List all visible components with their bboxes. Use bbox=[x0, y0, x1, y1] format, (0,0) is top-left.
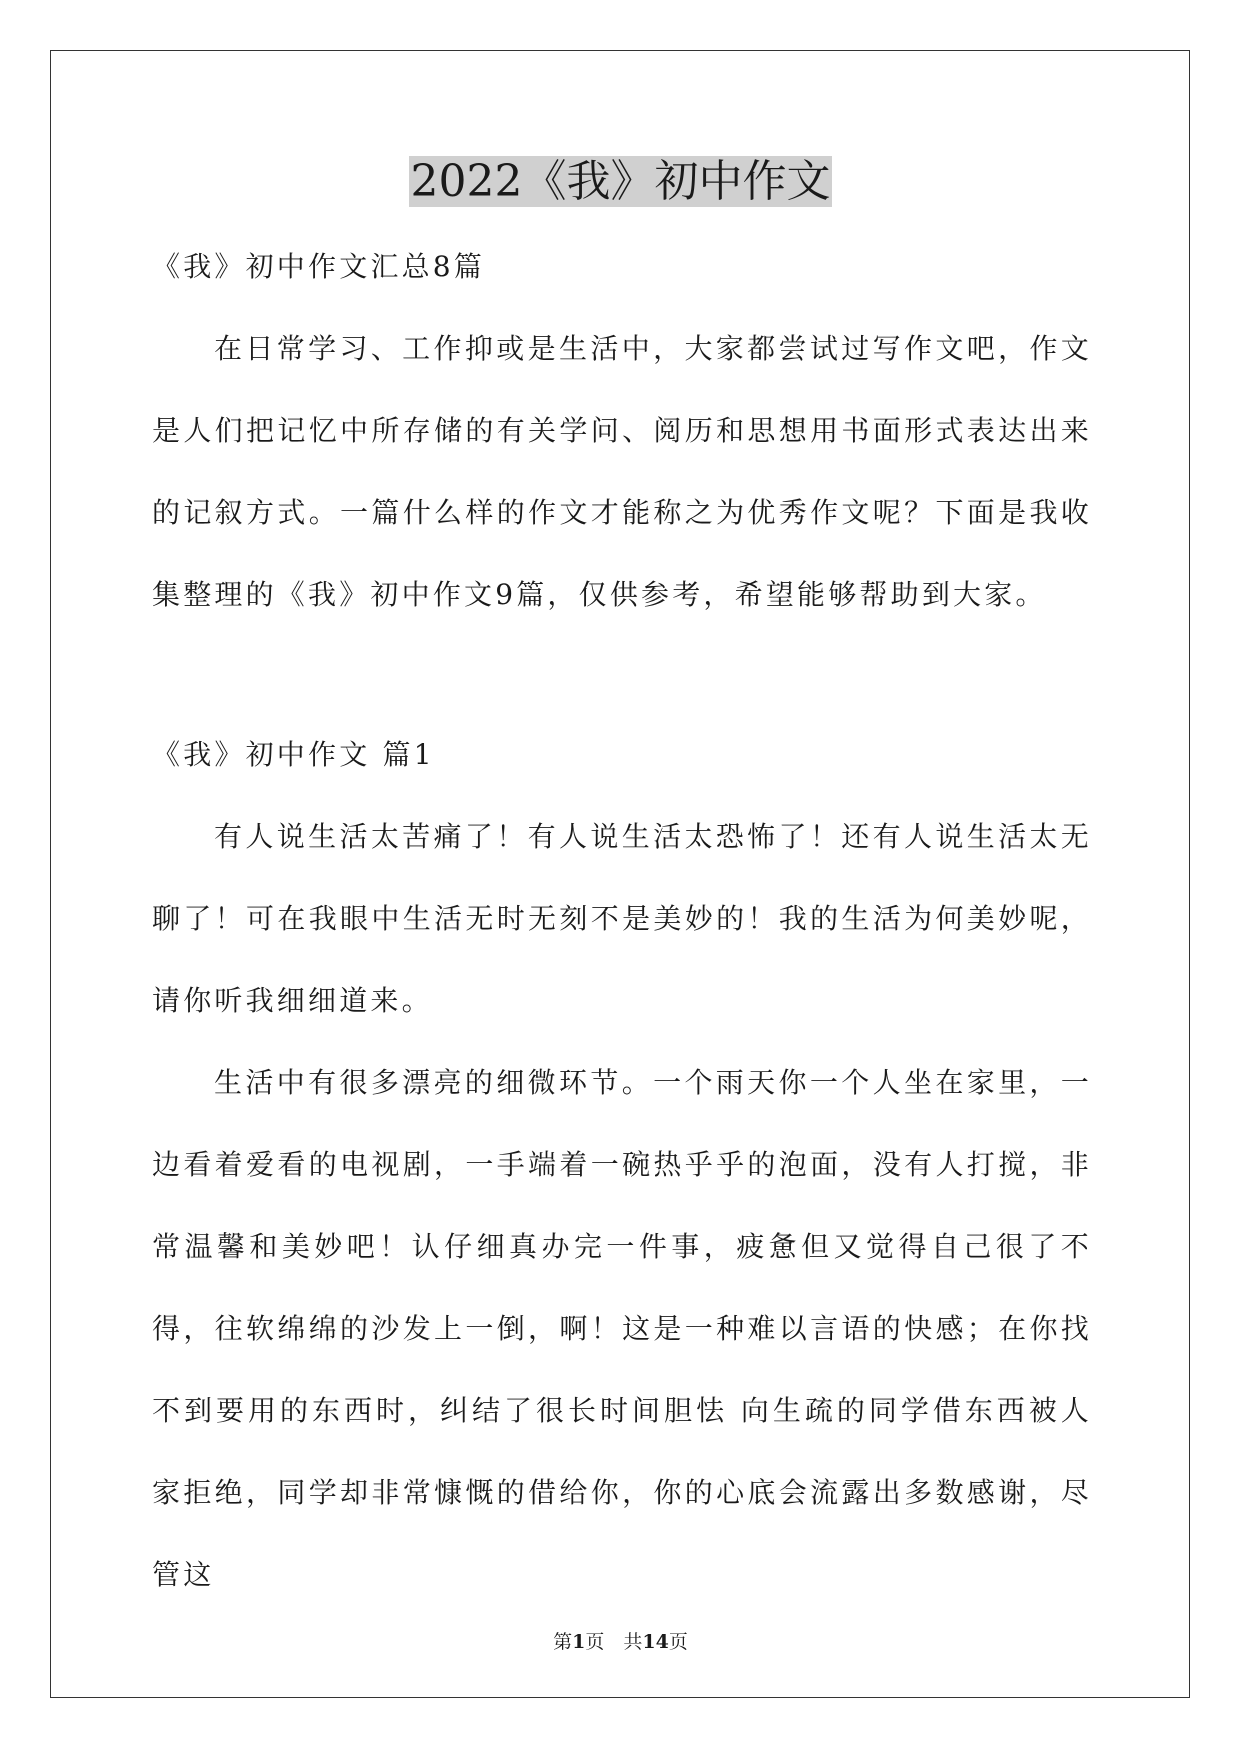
page-middle: 页 共 bbox=[585, 1631, 643, 1653]
section-heading: 《我》初中作文 篇1 bbox=[152, 738, 435, 771]
document-title-text: 2022《我》初中作文 bbox=[410, 156, 831, 207]
body-paragraph-1: 有人说生活太苦痛了！有人说生活太恐怖了！还有人说生活太无聊了！可在我眼中生活无时无刻不是美妙的！我的生活为何美妙呢，请你听我细细道来。 bbox=[152, 820, 1092, 1017]
page-suffix: 页 bbox=[668, 1631, 688, 1653]
intro-paragraph: 在日常学习、工作抑或是生活中，大家都尝试过写作文吧，作文是人们把记忆中所存储的有关学问、阅历和思想用书面形式表达出来的记叙方式。一篇什么样的作文才能称之为优秀作文呢？下面是我收集整理的《我》初中作文9篇，仅供参考，希望能够帮助到大家。 bbox=[152, 332, 1092, 611]
body-paragraph-2: 生活中有很多漂亮的细微环节。一个雨天你一个人坐在家里，一边看着爱看的电视剧，一手端着一碗热乎乎的泡面，没有人打搅，非常温馨和美妙吧！认仔细真办完一件事，疲惫但又觉得自己很了不得，往软绵绵的沙发上一倒，啊！这是一种难以言语的快感；在你找不到要用的东西时，纠结了很长时间胆怯 向生疏的同学借东西被人家拒绝，同学却非常慷慨的借给你，你的心底会流露出多数感谢，尽管这 bbox=[152, 1066, 1092, 1591]
page-total: 14 bbox=[642, 1631, 669, 1653]
page-footer bbox=[0, 1630, 1241, 1654]
page-current: 1 bbox=[572, 1631, 586, 1653]
summary-heading: 《我》初中作文汇总8篇 bbox=[152, 250, 486, 283]
section-gap bbox=[152, 636, 1092, 714]
document-title bbox=[0, 152, 1241, 212]
document-body bbox=[152, 226, 1092, 1616]
page-prefix: 第 bbox=[553, 1631, 573, 1653]
